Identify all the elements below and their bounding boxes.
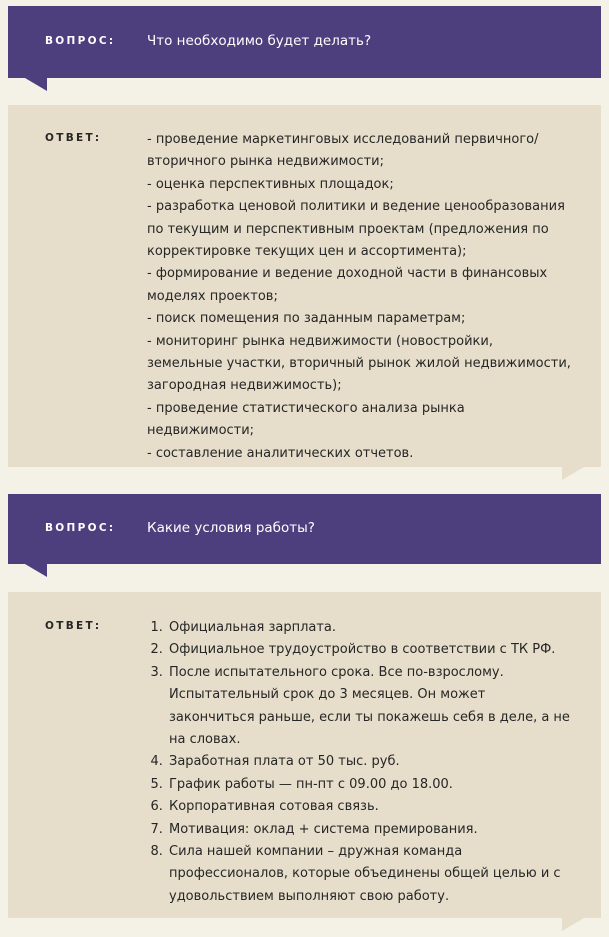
answer-line: - проведение маркетинговых исследований первичного/ вторичного рынка недвижимости; <box>147 132 539 170</box>
answer-label: ОТВЕТ: <box>45 132 102 144</box>
answer-line: - проведение статистического анализа рынка недвижимости; <box>147 400 465 439</box>
list-item: 6. Корпоративная сотовая связь. <box>167 796 572 818</box>
list-item: 8. Сила нашей компании – дружная команда профессионалов, которые объединены общей целью и с удовольствием выполняют свою работу. <box>167 841 572 908</box>
answer-line: - составление аналитических отчетов. <box>147 445 414 461</box>
answer-line: - оценка перспективных площадок; <box>147 176 394 192</box>
question-label: ВОПРОС: <box>45 35 116 47</box>
answer-label: ОТВЕТ: <box>45 620 102 632</box>
answer-line: - поиск помещения по заданным параметрам; <box>147 311 466 327</box>
answer-text <box>147 617 572 908</box>
question-block-1 <box>8 6 601 78</box>
speech-tail <box>562 467 584 480</box>
list-item: 4. Заработная плата от 50 тыс. руб. <box>167 751 572 773</box>
question-text: Что необходимо будет делать? <box>147 33 372 49</box>
answer-text <box>147 129 572 465</box>
question-text: Какие условия работы? <box>147 520 315 536</box>
speech-tail <box>562 918 584 931</box>
conditions-list <box>147 617 572 908</box>
list-item: 5. График работы — пн-пт с 09.00 до 18.00. <box>167 774 572 796</box>
list-item: 3. После испытательного срока. Все по-взрослому. Испытательный срок до 3 месяцев. Он может закончиться раньше, если ты покажешь себя в деле, а не на словах. <box>167 662 572 752</box>
answer-line: - формирование и ведение доходной части в финансовых моделях проектов; <box>147 266 548 304</box>
question-label: ВОПРОС: <box>45 522 116 534</box>
answer-block-2 <box>8 592 601 918</box>
question-block-2 <box>8 494 601 564</box>
speech-tail <box>25 78 47 91</box>
answer-block-1 <box>8 105 601 467</box>
list-item: 2. Официальное трудоустройство в соответствии с ТК РФ. <box>167 639 572 661</box>
list-item: 1. Официальная зарплата. <box>167 617 572 639</box>
speech-tail <box>25 564 47 577</box>
list-item: 7. Мотивация: оклад + система премирования. <box>167 819 572 841</box>
answer-line: - мониторинг рынка недвижимости (новостройки, земельные участки, вторичный рынок жилой недвижимости, загородная недвижимость); <box>147 333 571 394</box>
answer-line: - разработка ценовой политики и ведение ценообразования по текущим и перспективным проектам (предложения по корректировке текущих цен и ассортимента); <box>147 199 565 260</box>
